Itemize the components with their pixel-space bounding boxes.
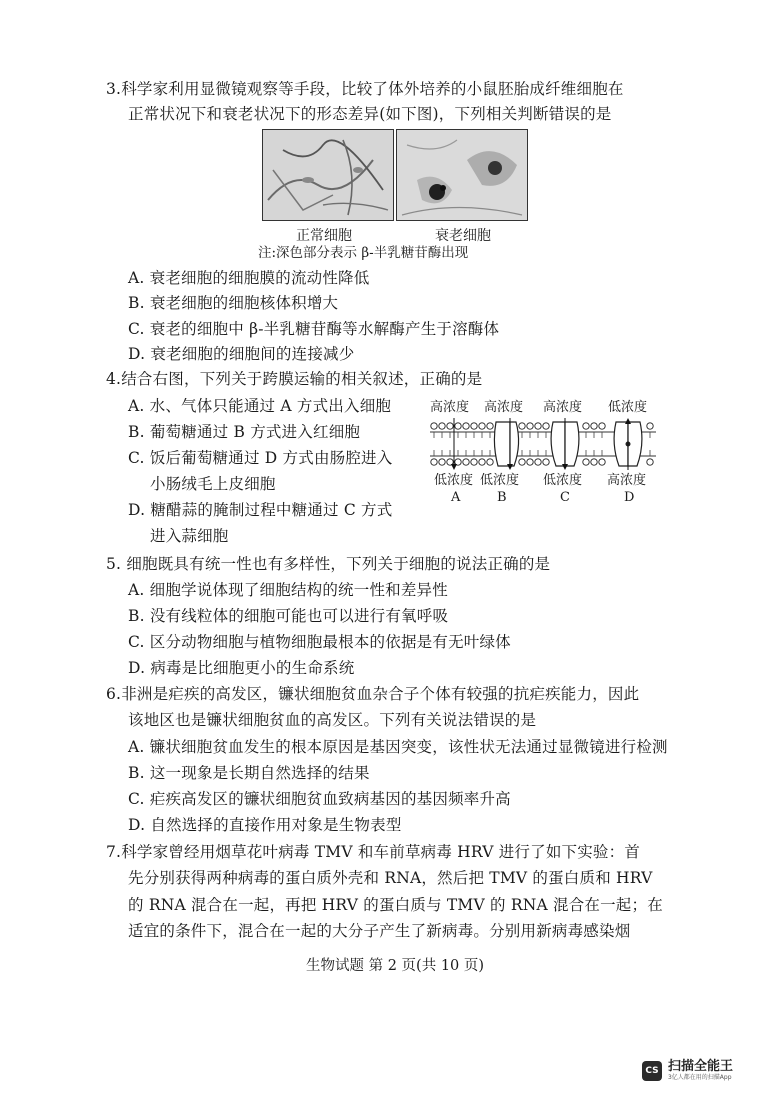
q4-option-c-line1: C. 饭后葡萄糖通过 D 方式由肠腔进入 [128, 449, 393, 467]
q6-option-c: C. 疟疾高发区的镰状细胞贫血致病基因的基因频率升高 [128, 790, 511, 808]
diagram-bottom-label-c: 低浓度 [543, 473, 583, 488]
q5-option-a: A. 细胞学说体现了细胞结构的统一性和差异性 [128, 581, 448, 599]
q4-stem: 4.结合右图，下列关于跨膜运输的相关叙述，正确的是 [106, 370, 483, 388]
watermark-subtitle: 3亿人都在用的扫描App [667, 1074, 732, 1081]
q3-stem-line2: 正常状况下和衰老状况下的形态差异(如下图)，下列相关判断错误的是 [128, 105, 612, 123]
q3-option-d: D. 衰老细胞的细胞间的连接减少 [128, 345, 355, 363]
cell-membrane-diagram [428, 418, 660, 470]
diagram-top-label-d: 低浓度 [608, 400, 648, 415]
diagram-letter-d: D [624, 490, 635, 505]
q7-stem-line4: 适宜的条件下，混合在一起的大分子产生了新病毒。分别用新病毒感染烟 [128, 922, 631, 940]
q5-stem: 5. 细胞既具有统一性也有多样性，下列关于细胞的说法正确的是 [106, 555, 551, 573]
q6-option-d: D. 自然选择的直接作用对象是生物表型 [128, 816, 402, 834]
q6-stem-line2: 该地区也是镰状细胞贫血的高发区。下列有关说法错误的是 [128, 711, 537, 729]
q4-option-b: B. 葡萄糖通过 B 方式进入红细胞 [128, 423, 361, 441]
q3-option-b: B. 衰老细胞的细胞核体积增大 [128, 294, 339, 312]
q3-option-c: C. 衰老的细胞中 β-半乳糖苷酶等水解酶产生于溶酶体 [128, 320, 500, 338]
aged-cell-micrograph [396, 129, 528, 221]
diagram-letter-c: C [560, 490, 570, 505]
watermark-name: 扫描全能王 [667, 1059, 733, 1074]
figure-note: 注:深色部分表示 β-半乳糖苷酶出现 [258, 245, 469, 261]
diagram-bottom-label-b: 低浓度 [480, 473, 520, 488]
page-footer: 生物试题 第 2 页(共 10 页) [306, 958, 485, 974]
q5-option-b: B. 没有线粒体的细胞可能也可以进行有氧呼吸 [128, 607, 449, 625]
diagram-letter-a: A [451, 490, 461, 505]
scanner-watermark [642, 1060, 733, 1082]
q7-stem-line2: 先分别获得两种病毒的蛋白质外壳和 RNA，然后把 TMV 的蛋白质和 HRV [128, 869, 653, 887]
q7-stem-line1: 7.科学家曾经用烟草花叶病毒 TMV 和车前草病毒 HRV 进行了如下实验：首 [106, 843, 641, 861]
q3-stem-line1: 3.科学家利用显微镜观察等手段，比较了体外培养的小鼠胚胎成纤维细胞在 [106, 80, 624, 98]
q4-option-d-line2: 进入蒜细胞 [150, 527, 229, 545]
q6-option-b: B. 这一现象是长期自然选择的结果 [128, 764, 370, 782]
q6-option-a: A. 镰状细胞贫血发生的根本原因是基因突变，该性状无法通过显微镜进行检测 [128, 738, 668, 756]
diagram-top-label-a: 高浓度 [430, 400, 470, 415]
carrier-protein-b [494, 422, 518, 466]
q5-option-c: C. 区分动物细胞与植物细胞最根本的依据是有无叶绿体 [128, 633, 511, 651]
q4-option-d-line1: D. 糖醋蒜的腌制过程中糖通过 C 方式 [128, 501, 393, 519]
diagram-letter-b: B [497, 490, 507, 505]
normal-cell-micrograph [262, 129, 394, 221]
camscanner-logo-icon: CS [642, 1061, 662, 1081]
q3-option-a: A. 衰老细胞的细胞膜的流动性降低 [128, 269, 370, 287]
diagram-top-label-c: 高浓度 [543, 400, 583, 415]
q7-stem-line3: 的 RNA 混合在一起，再把 HRV 的蛋白质与 TMV 的 RNA 混合在一起；在 [128, 896, 663, 914]
q6-stem-line1: 6.非洲是疟疾的高发区，镰状细胞贫血杂合子个体有较强的抗疟疾能力，因此 [106, 685, 640, 703]
q5-option-d: D. 病毒是比细胞更小的生命系统 [128, 659, 355, 677]
q4-option-c-line2: 小肠绒毛上皮细胞 [150, 475, 276, 493]
diagram-top-label-b: 高浓度 [484, 400, 524, 415]
q4-option-a: A. 水、气体只能通过 A 方式出入细胞 [128, 397, 392, 415]
normal-cell-caption: 正常细胞 [296, 228, 352, 244]
diagram-bottom-label-d: 高浓度 [607, 473, 647, 488]
aged-cell-caption: 衰老细胞 [435, 228, 491, 244]
diagram-bottom-label-a: 低浓度 [434, 473, 474, 488]
